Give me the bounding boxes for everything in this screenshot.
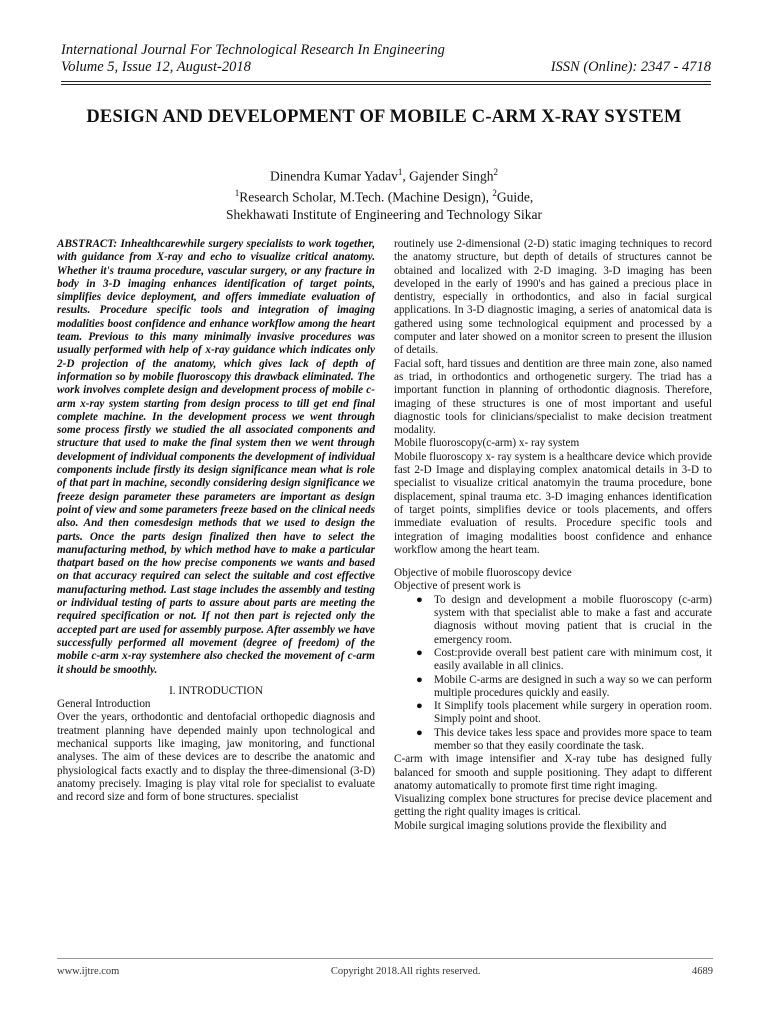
- bullet-icon: ●: [416, 593, 423, 606]
- bullet-icon: ●: [416, 646, 423, 659]
- author-1: Dinendra Kumar Yadav: [270, 168, 398, 184]
- author-2-sup: 2: [493, 167, 498, 177]
- paper-title: DESIGN AND DEVELOPMENT OF MOBILE C-ARM X-RAY SYSTEM: [86, 107, 682, 127]
- abstract: ABSTRACT: Inhealthcarewhile surgery specialists to work together, with guidance from X-ray and echo to visualize critical anatomy. Whether it's trauma procedure, vascular surgery, or any fracture in body in 3-D imaging enhances identification of target points, simplifies device deployment, and offers immediate evaluation of results. Procedure specific tools and integration of imaging modalities boost confidence and enhance workflow among the heart team. Previous to this many minimally invasive procedures was usually performed with help of x-ray guidance which indicates only 2-D projection of the anatomy, which gives lack of depth of information so by mobile fluoroscopy this drawback eliminated. The work involves complete design and development process of mobile c-arm x-ray system starting from design process to till get end final complete machine. In the development process we went through some process firstly we studied the all associated components and structure that used to make the final system then we went through development of individual components the development of individual components include firstly its design significance mean what is role of that part in machine, secondly considering design significance we freeze design parameter these parameters are important as design point of view and some parameters freeze based on the clinical needs also. And then comesdesign methods that we used to design the parts. Once the parts design finalized then have to select the manufacturing method, by which method have to make a particular thatpart based on the how precise components we wants and based on that accuracy required can select the suitable and cost effective manufacturing method. Last stage includes the assembly and testing or individual testing of parts to assure about parts are meeting the required specification or not. If not then part is rejected only the accepted part are used for assembly purpose. After assembly we have successfully performed all movement (degree of freedom) of the mobile c-arm x-ray systemhere also checked the movement of c-arm it should be smoothly.: [57, 238, 375, 676]
- paragraph-triad: Facial soft, hard tissues and dentition are three main zone, also named as triad, in orthodontics and orthogenetic surgery. The triad has a important function in planning of orthodontic diagnosis. Therefore, imaging of these structures is one of most important and useful diagnostic tools for clinicians/specialist to make decision treatment modality.: [394, 357, 712, 437]
- paragraph-visualizing: Visualizing complex bone structures for precise device placement and getting the right quality images is critical.: [394, 793, 712, 819]
- list-item-text: Cost:provide overall best patient care with minimum cost, it easily available in all clinics.: [434, 646, 712, 673]
- list-item-text: Mobile C-arms are designed in such a way so we can perform multiple procedures quickly and easily.: [434, 673, 712, 699]
- objective-heading: Objective of mobile fluoroscopy device: [394, 567, 572, 580]
- footer-page-number: 4689: [691, 966, 713, 977]
- author-block: [70, 164, 698, 224]
- list-item-text: It Simplify tools placement while surgery in operation room. Simply point and shoot.: [434, 700, 712, 726]
- footer-rule: [57, 958, 713, 959]
- author-separator: ,: [402, 168, 410, 184]
- list-item-text: To design and development a mobile fluoroscopy (c-arm) system with that specialist able to make a fast and accurate diagnosis without moving patient that is crucial in the emergency room.: [434, 593, 712, 646]
- objective-subheading: Objective of present work is: [394, 580, 521, 593]
- left-column: [57, 238, 375, 804]
- list-item: [394, 674, 712, 701]
- paragraph-mobile-fluoroscopy: Mobile fluoroscopy x- ray system is a healthcare device which provide fast 2-D Image and displaying complex anatomical details in 3-D to specialist to visualize critical anatomyin the trauma procedure, bone displacement, spinal trauma etc. 3-D imaging enhances identification of target points, simplifies device or tools placements, and offers immediate evaluation of results. Procedure specific tools and integration of imaging modalities boost confidence and enhance workflow among the heart team.: [394, 450, 712, 556]
- section-heading-introduction: I. INTRODUCTION: [169, 684, 263, 697]
- list-item: [394, 700, 712, 727]
- institute: Shekhawati Institute of Engineering and Technology Sikar: [226, 207, 542, 222]
- aff-1-sup: 1: [234, 188, 240, 198]
- list-item: [394, 594, 712, 647]
- bullet-icon: ●: [416, 700, 423, 713]
- list-item: [394, 727, 712, 754]
- spacer: [394, 557, 712, 567]
- paragraph-mobile-surgical: Mobile surgical imaging solutions provide the flexibility and: [394, 819, 667, 832]
- aff-2-sup: 2: [492, 188, 497, 198]
- objective-list: [394, 594, 712, 754]
- author-1-sup: 1: [397, 167, 403, 177]
- header-rule-1: [61, 81, 711, 82]
- affiliation-line: [70, 185, 698, 206]
- subheading-general-introduction: General Introduction: [57, 698, 151, 711]
- footer-copyright: Copyright 2018.All rights reserved.: [330, 966, 481, 977]
- journal-header: [61, 42, 711, 76]
- subheading-mobile-fluoroscopy: Mobile fluoroscopy(c-arm) x- ray system: [394, 437, 580, 450]
- paragraph-2d-imaging: routinely use 2-dimensional (2-D) static imaging techniques to record the anatomy structure, but depth of details of structures cannot be obtained and localized with 2-D imaging. 3-D imaging has been developed in the early of 1990's and has gained a precious place in dentistry, especially in orthodontics, and also in facial surgical applications. In 3-D diagnostic imaging, a series of anatomical data is gathered using some technological equipment and processed by a computer and later showed on a monitor screen to present the illusion of details.: [394, 238, 712, 357]
- affiliation-2: Guide,: [496, 189, 534, 205]
- bullet-icon: ●: [416, 726, 423, 739]
- list-item-text: This device takes less space and provides more space to team member so that they easily coordinate the task.: [434, 726, 712, 752]
- footer: [57, 966, 713, 977]
- header-rule-2: [61, 84, 711, 85]
- journal-name: International Journal For Technological Research In Engineering: [61, 42, 445, 58]
- affiliation-1: Research Scholar, M.Tech. (Machine Design),: [239, 189, 493, 205]
- issn: ISSN (Online): 2347 - 4718: [550, 59, 711, 75]
- list-item: [394, 647, 712, 674]
- bullet-icon: ●: [416, 673, 423, 686]
- right-column: [394, 238, 712, 833]
- author-line: [70, 164, 698, 185]
- footer-website[interactable]: www.ijtre.com: [57, 966, 120, 977]
- volume-issue: Volume 5, Issue 12, August-2018: [61, 59, 251, 75]
- introduction-paragraph: Over the years, orthodontic and dentofacial orthopedic diagnosis and treatment planning have depended mainly upon technological and mechanical supports like imaging, jaw monitoring, and functional analyses. The aim of these devices are to describe the anatomic and physiological facts exactly and to display the three-dimensional (3-D) anatomy precisely. Imaging is play vital role for specialist to evaluate and record size and form of bone structures. specialist: [57, 711, 375, 804]
- paragraph-carm-design: C-arm with image intensifier and X-ray tube has designed fully balanced for smooth and supple positioning. They adapt to different anatomy automatically to promote first time right imaging.: [394, 753, 712, 792]
- author-2: Gajender Singh: [409, 168, 494, 184]
